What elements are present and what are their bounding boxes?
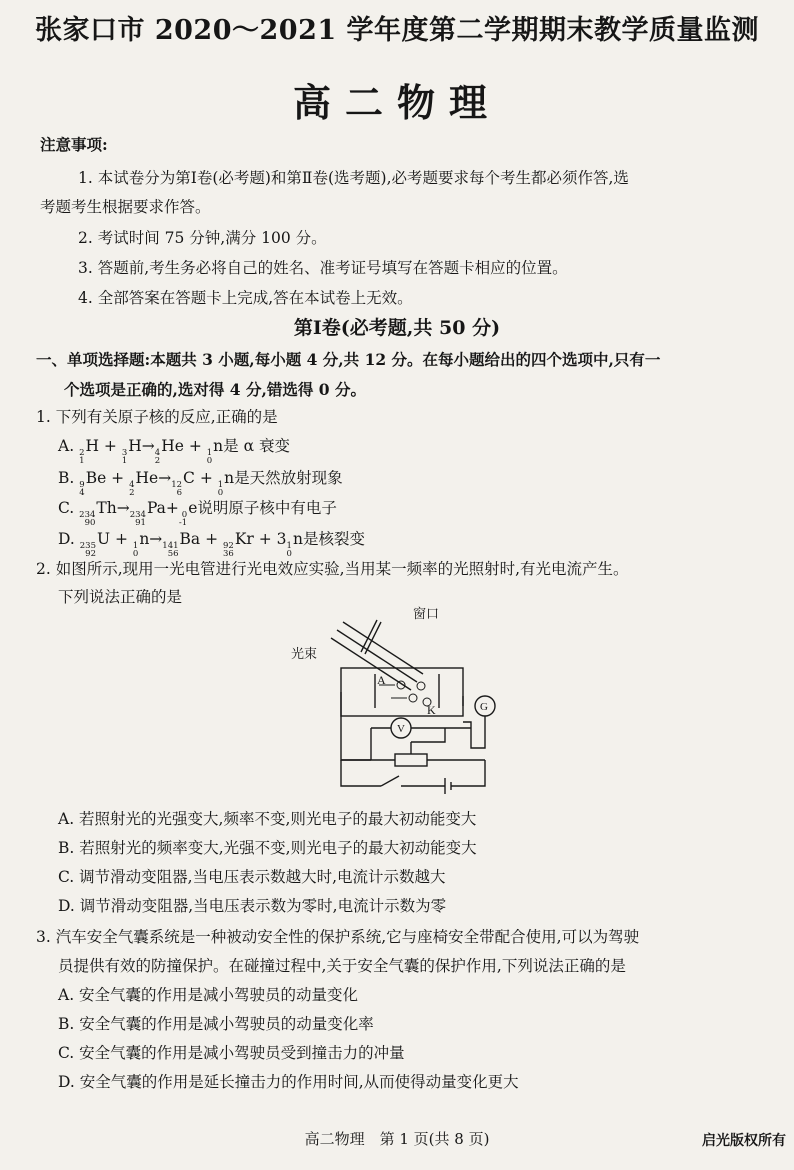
q1-option-b: B. 9 4 Be + 4 2 He→ 12 6 C + 1 0 n是天然放射现象 xyxy=(58,469,343,498)
q1-option-d: D. 235 92 U + 1 0 n→ 141 56 Ba + 92 36 Kr + 3 1 0 n是核裂变 xyxy=(58,530,365,559)
q2-option-c: C. 调节滑动变阻器,当电压表示数越大时,电流计示数越大 xyxy=(58,868,446,886)
notes-item-4: 4. 全部答案在答题卡上完成,答在本试卷上无效。 xyxy=(78,289,413,307)
q2-stem-cont: 下列说法正确的是 xyxy=(58,588,183,606)
q3-option-b: B. 安全气囊的作用是减小驾驶员的动量变化率 xyxy=(58,1015,374,1033)
notes-item-3: 3. 答题前,考生务必将自己的姓名、准考证号填写在答题卡相应的位置。 xyxy=(78,259,568,277)
notes-item-2: 2. 考试时间 75 分钟,满分 100 分。 xyxy=(78,229,327,247)
galvanometer-label: G xyxy=(480,701,488,713)
subject-title: 高二物理 xyxy=(292,80,501,125)
q1-option-c: C. 234 90 Th→ 234 91 Pa+ 0 -1 e说明原子核中有电子 xyxy=(58,499,337,528)
exam-title: 张家口市 2020～2021 学年度第二学期期末教学质量监测 xyxy=(34,15,760,46)
notes-item-1: 1. 本试卷分为第Ⅰ卷(必考题)和第Ⅱ卷(选考题),必考题要求每个考生都必须作答,选 xyxy=(78,169,629,187)
page-footer: 高二物理 第 1 页(共 8 页) xyxy=(304,1130,490,1148)
q3-stem-cont: 员提供有效的防撞保护。在碰撞过程中,关于安全气囊的保护作用,下列说法正确的是 xyxy=(58,957,626,975)
part1-heading: 第Ⅰ卷(必考题,共 50 分) xyxy=(293,317,501,339)
cathode-label: K xyxy=(427,703,436,717)
q3-option-c: C. 安全气囊的作用是减小驾驶员受到撞击力的冲量 xyxy=(58,1044,405,1062)
q3-option-d: D. 安全气囊的作用是延长撞击力的作用时间,从而使得动量变化更大 xyxy=(58,1073,519,1091)
q3-stem: 3. 汽车安全气囊系统是一种被动安全性的保护系统,它与座椅安全带配合使用,可以为驾驶 xyxy=(36,928,640,946)
notes-heading: 注意事项: xyxy=(40,135,108,154)
section1-instructions: 一、单项选择题:本题共 3 小题,每小题 4 分,共 12 分。在每小题给出的四个选项中,只有一 xyxy=(36,350,661,369)
photoelectric-circuit-diagram xyxy=(291,606,505,805)
voltmeter-label: V xyxy=(397,723,405,735)
q2-stem: 2. 如图所示,现用一光电管进行光电效应实验,当用某一频率的光照射时,有光电流产生。 xyxy=(36,560,629,578)
q2-option-d: D. 调节滑动变阻器,当电压表示数为零时,电流计示数为零 xyxy=(58,897,447,915)
q1-stem: 1. 下列有关原子核的反应,正确的是 xyxy=(36,408,278,426)
anode-label: A xyxy=(377,673,386,687)
section1-instructions-cont: 个选项是正确的,选对得 4 分,错选得 0 分。 xyxy=(64,380,366,399)
q2-option-a: A. 若照射光的光强变大,频率不变,则光电子的最大初动能变大 xyxy=(58,810,477,828)
notes-item-1-cont: 考题考生根据要求作答。 xyxy=(40,198,211,216)
q1-option-a: A. 2 1 H + 3 1 H→ 4 2 He + 1 0 n是 α 衰变 xyxy=(58,437,290,466)
q2-option-b: B. 若照射光的频率变大,光强不变,则光电子的最大初动能变大 xyxy=(58,839,477,857)
beam-label: 光束 xyxy=(291,646,318,661)
window-label: 窗口 xyxy=(413,606,440,621)
q3-option-a: A. 安全气囊的作用是减小驾驶员的动量变化 xyxy=(58,986,359,1004)
copyright-notice: 启光版权所有 xyxy=(702,1133,786,1149)
